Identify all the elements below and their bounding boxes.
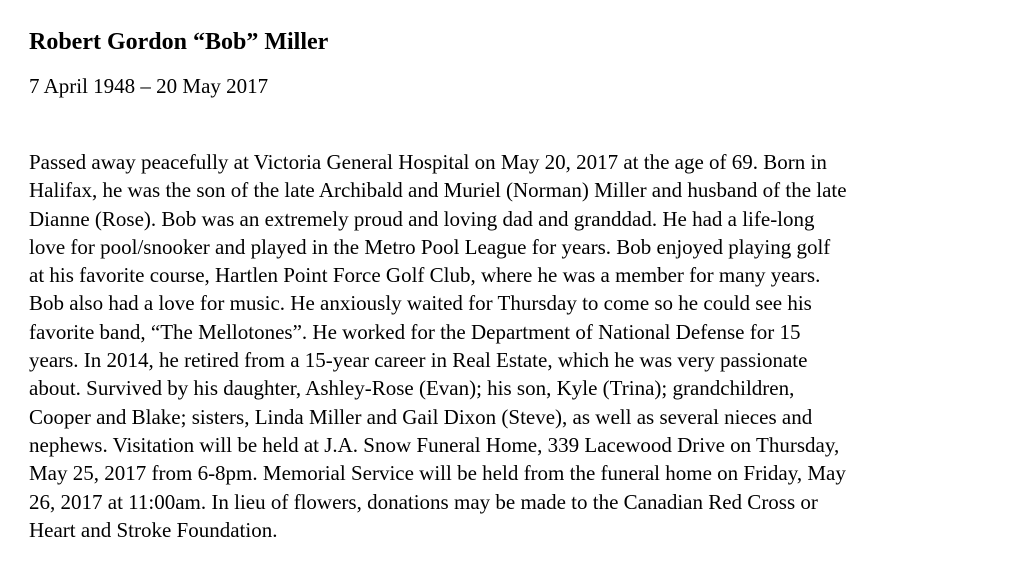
body-line: Cooper and Blake; sisters, Linda Miller and Gail Dixon (Steve), as well as several nieces and [29, 404, 813, 429]
body-line: 26, 2017 at 11:00am. In lieu of flowers, donations may be made to the Canadian Red Cross or [29, 489, 818, 514]
body-line: years. In 2014, he retired from a 15-year career in Real Estate, which he was very passionate [29, 348, 808, 373]
obituary-name: Robert Gordon “Bob” Miller [29, 29, 329, 55]
body-line: Halifax, he was the son of the late Archibald and Muriel (Norman) Miller and husband of the late [29, 178, 847, 203]
body-line: favorite band, “The Mellotones”. He worked for the Department of National Defense for 15 [29, 319, 801, 344]
body-line: Dianne (Rose). Bob was an extremely proud and loving dad and granddad. He had a life-long [29, 206, 815, 231]
obituary-dates: 7 April 1948 – 20 May 2017 [29, 74, 269, 98]
body-line: at his favorite course, Hartlen Point Force Golf Club, where he was a member for many years. [29, 263, 821, 288]
body-line: Heart and Stroke Foundation. [29, 517, 278, 542]
body-line: love for pool/snooker and played in the Metro Pool League for years. Bob enjoyed playing golf [29, 234, 831, 259]
body-line: nephews. Visitation will be held at J.A. Snow Funeral Home, 339 Lacewood Drive on Thursday, [29, 432, 840, 457]
body-line: about. Survived by his daughter, Ashley-Rose (Evan); his son, Kyle (Trina); grandchildren, [29, 376, 795, 401]
body-line: Passed away peacefully at Victoria General Hospital on May 20, 2017 at the age of 69. Born in [29, 150, 827, 174]
obituary-body [29, 148, 1019, 544]
body-line: May 25, 2017 from 6-8pm. Memorial Service will be held from the funeral home on Friday, May [29, 461, 846, 486]
body-line: Bob also had a love for music. He anxiously waited for Thursday to come so he could see his [29, 291, 812, 316]
